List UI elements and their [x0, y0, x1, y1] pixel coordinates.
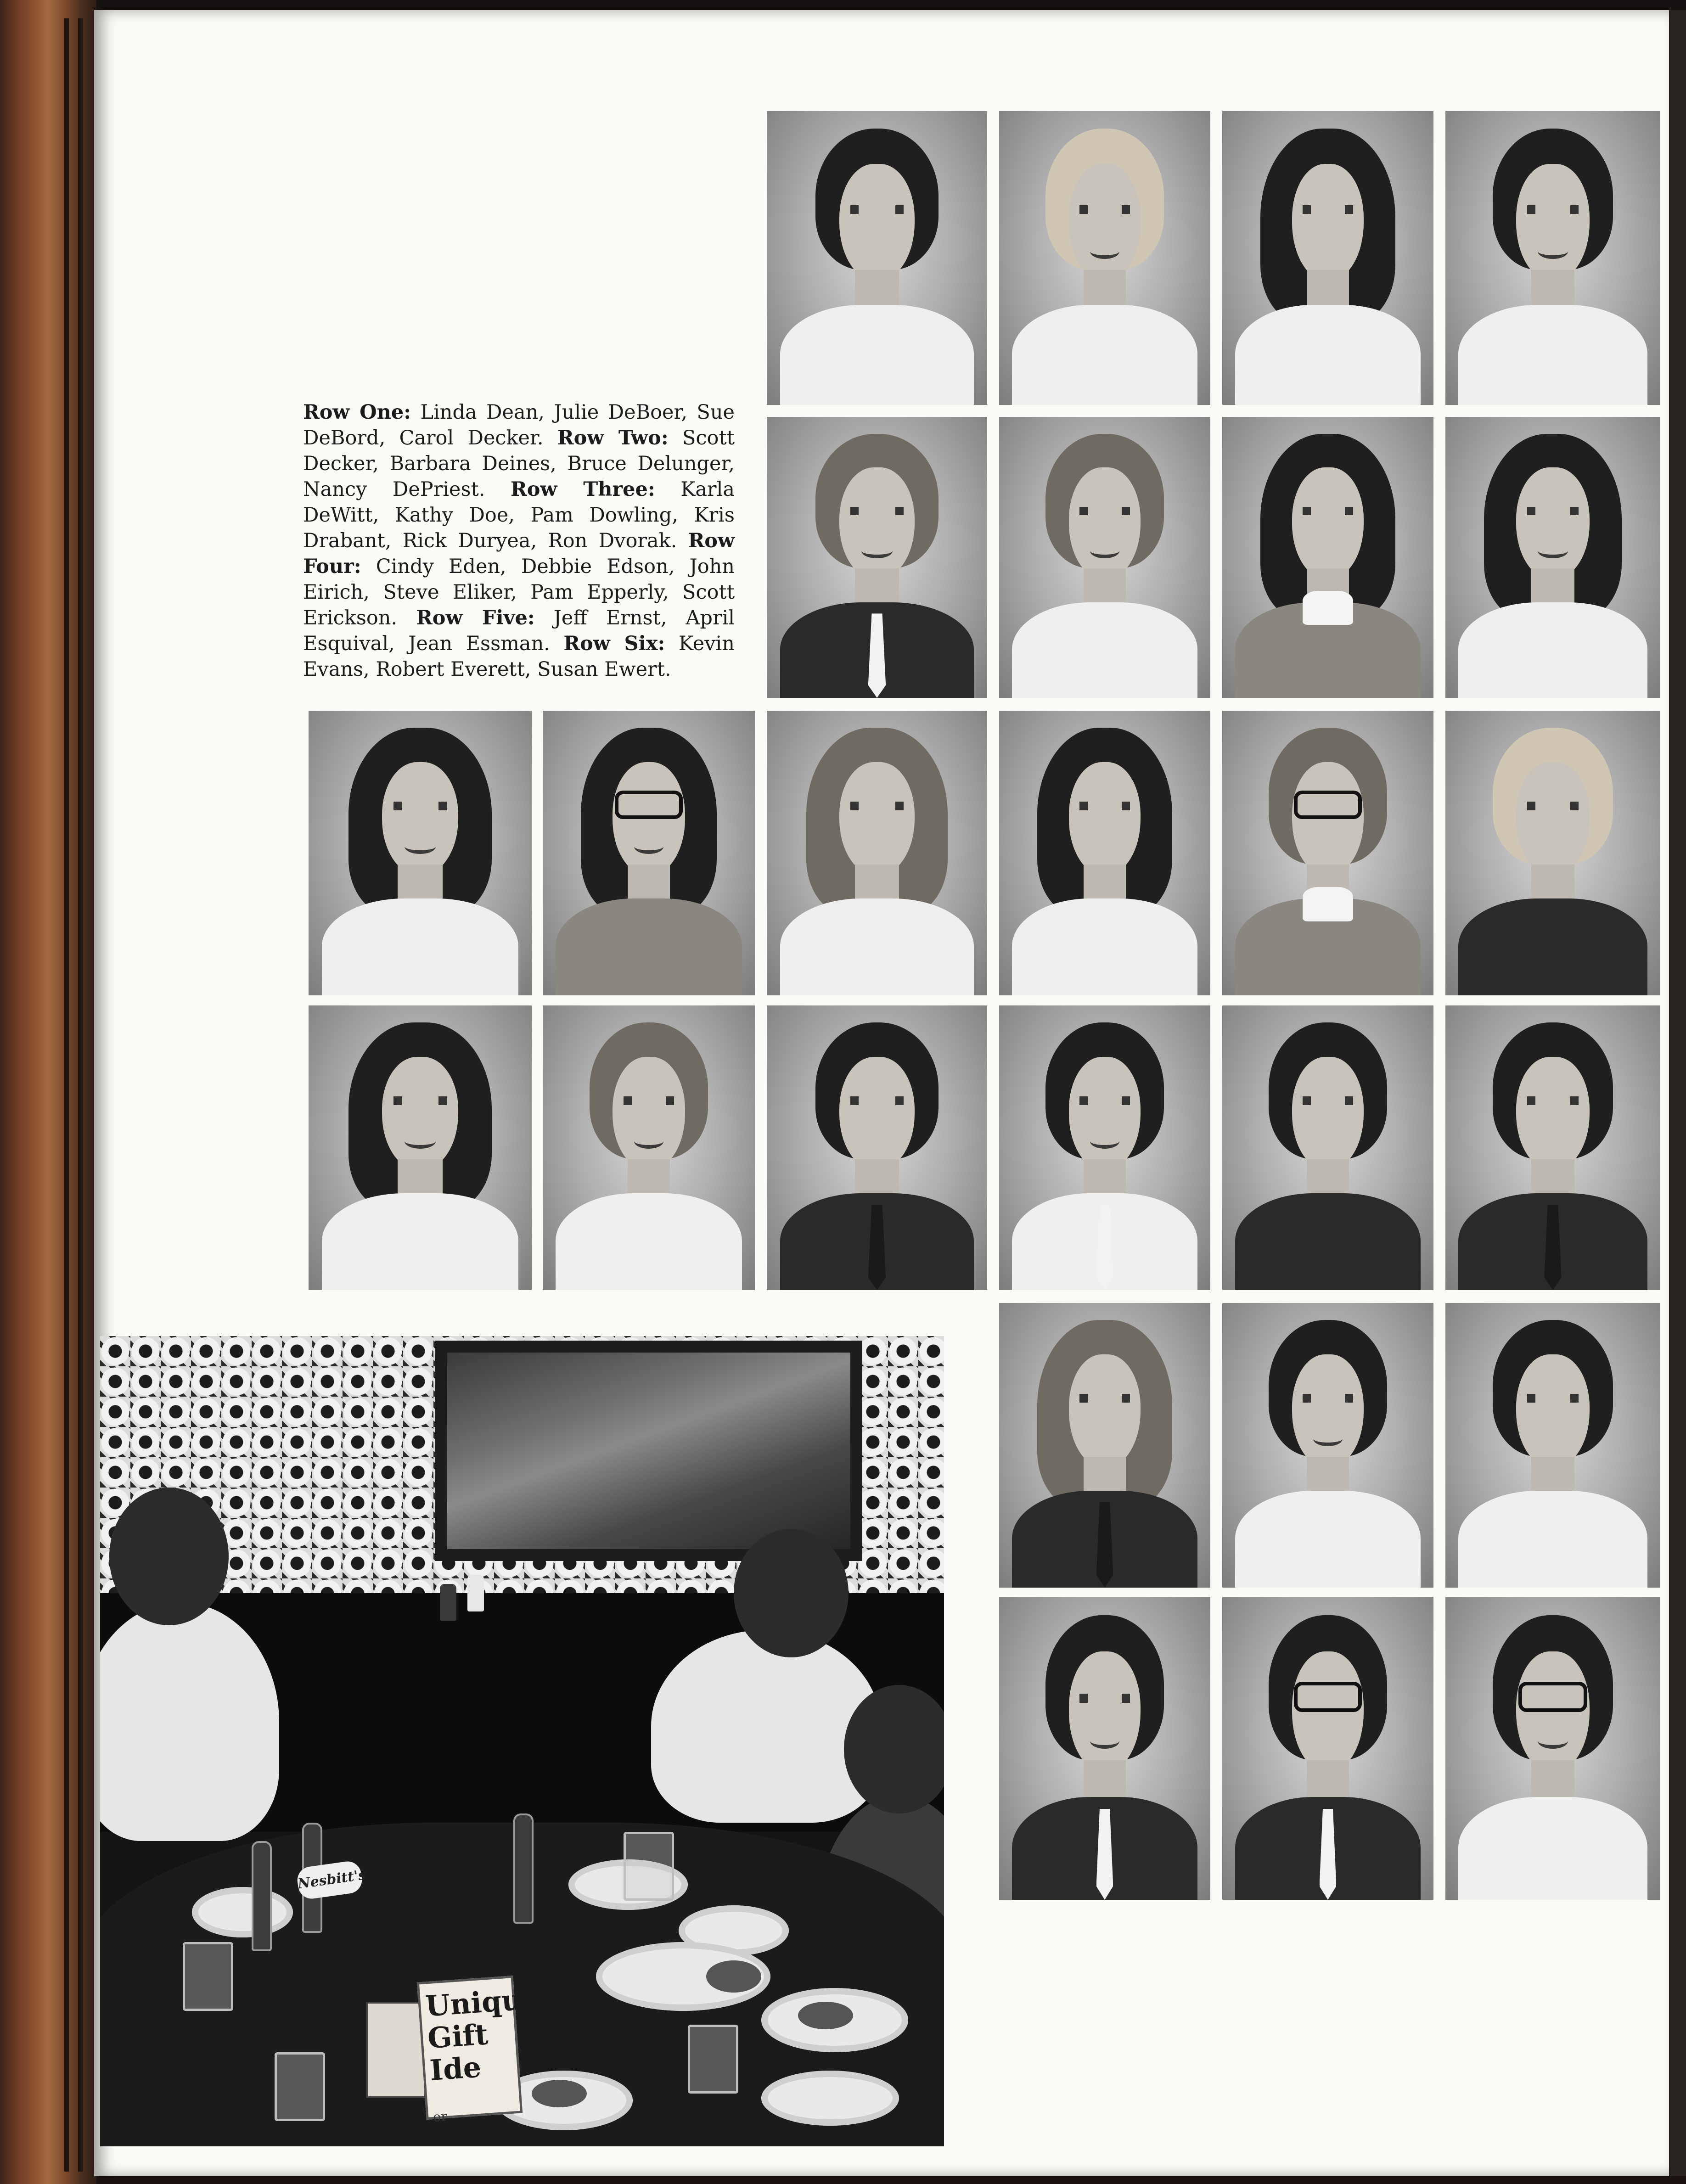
portrait-eyes: [1079, 507, 1130, 515]
food: [706, 1960, 761, 1993]
portrait-jeff-ernst: [999, 1303, 1210, 1588]
portrait-face: [839, 467, 914, 580]
portrait-jean-essman: [1445, 1303, 1660, 1588]
portrait-eyes: [1527, 1096, 1579, 1105]
drinking-glass: [688, 2025, 738, 2094]
portrait-rick-duryea: [1222, 711, 1433, 995]
portrait-body: [1458, 1491, 1647, 1588]
portrait-body: [556, 1193, 742, 1290]
soda-bottle: [513, 1813, 534, 1924]
portrait-eyes: [850, 1096, 903, 1105]
portrait-smile: [861, 543, 892, 558]
portrait-john-eirich: [767, 1005, 987, 1290]
food: [798, 2002, 853, 2029]
caption-row-two-names: Scott Decker, Barbara Deines, Bruce Delunger, Nancy DePriest.: [303, 427, 735, 501]
portrait-smile: [1313, 1431, 1343, 1446]
portrait-face: [1292, 164, 1364, 281]
caption-row-one-names: Linda Dean, Julie DeBoer, Sue DeBord, Carol Decker.: [303, 401, 735, 449]
portrait-face: [1516, 1057, 1589, 1171]
drinking-glass: [275, 2052, 325, 2121]
portrait-karla-dewitt: [309, 711, 532, 995]
portrait-sue-debord: [1222, 111, 1433, 405]
portrait-eyes: [1527, 802, 1579, 810]
portrait-eyes: [850, 205, 903, 214]
portrait-face: [1292, 1057, 1364, 1171]
portrait-pam-epperly: [1222, 1005, 1433, 1290]
portrait-face: [1069, 164, 1141, 281]
portrait-face: [1292, 1651, 1364, 1773]
portrait-smile: [634, 1134, 664, 1149]
portrait-ron-dvorak: [1445, 711, 1660, 995]
portrait-kris-drabant: [999, 711, 1210, 995]
portrait-smile: [634, 839, 664, 854]
binding-stripe: [64, 18, 69, 2172]
diner-left-head: [109, 1488, 229, 1625]
portrait-scott-erickson: [1445, 1005, 1660, 1290]
portrait-scott-decker: [767, 417, 987, 698]
portrait-body: [1235, 1193, 1421, 1290]
drinking-glass: [183, 1942, 233, 2011]
binding-stripe: [78, 18, 83, 2172]
caption-row-five-label: Row Five:: [416, 606, 535, 629]
portrait-glasses: [1518, 1682, 1587, 1712]
portrait-body: [1012, 305, 1198, 405]
portrait-bruce-delunger: [1222, 417, 1433, 698]
caption-row-five-names: Jeff Ernst, April Esquival, Jean Essman.: [303, 606, 735, 655]
portrait-eyes: [1527, 205, 1579, 214]
portrait-face: [1069, 1057, 1141, 1171]
portrait-eyes: [624, 1096, 674, 1105]
portrait-collar: [1303, 591, 1353, 624]
portrait-smile: [1090, 543, 1119, 558]
portrait-face: [839, 164, 914, 281]
caption-text: [303, 399, 735, 682]
caption-row-two-label: Row Two:: [557, 427, 669, 449]
portrait-glasses: [1294, 791, 1361, 819]
portrait-body: [322, 898, 518, 995]
portrait-eyes: [1079, 205, 1130, 214]
diner-center-body: [651, 1630, 881, 1823]
portrait-face: [613, 1057, 685, 1171]
portrait-eyes: [1303, 1096, 1353, 1105]
caption-row-six-label: Row Six:: [563, 632, 665, 655]
portrait-susan-ewert: [1445, 1597, 1660, 1900]
portrait-smile: [405, 839, 436, 854]
portrait-april-esquival: [1222, 1303, 1433, 1588]
portrait-eyes: [393, 802, 447, 810]
portrait-cindy-eden: [309, 1005, 532, 1290]
portrait-face: [1516, 1651, 1589, 1773]
page-right-edge: [1669, 10, 1686, 2176]
portrait-face: [1516, 467, 1589, 580]
portrait-face: [1516, 164, 1589, 281]
portrait-eyes: [1303, 205, 1353, 214]
caption-row-three-names: Karla DeWitt, Kathy Doe, Pam Dowling, Kris Drabant, Rick Duryea, Ron Dvorak.: [303, 478, 735, 552]
caption-row-one-label: Row One:: [303, 401, 411, 424]
table-sign-text: Unique Gift Ide: [424, 1982, 542, 2088]
portrait-face: [1292, 762, 1364, 876]
portrait-carol-decker: [1445, 111, 1660, 405]
portrait-body: [322, 1193, 518, 1290]
portrait-linda-dean: [767, 111, 987, 405]
portrait-face: [1069, 467, 1141, 580]
portrait-face: [1069, 1354, 1141, 1468]
portrait-kevin-evans: [999, 1597, 1210, 1900]
portrait-barbara-deines: [999, 417, 1210, 698]
portrait-body: [556, 898, 742, 995]
portrait-body: [1012, 602, 1198, 698]
milk-carton: [366, 2002, 426, 2098]
portrait-face: [1292, 1354, 1364, 1468]
portrait-smile: [405, 1134, 436, 1149]
portrait-smile: [1090, 1134, 1119, 1149]
portrait-kathy-doe: [543, 711, 755, 995]
portrait-face: [613, 762, 685, 876]
portrait-smile: [1538, 243, 1568, 259]
portrait-face: [1516, 1354, 1589, 1468]
caption-row-three-label: Row Three:: [511, 478, 655, 501]
portrait-eyes: [1303, 1394, 1353, 1403]
portrait-eyes: [1303, 507, 1353, 515]
portrait-pam-dowling: [767, 711, 987, 995]
candid-restaurant-photo: [100, 1336, 944, 2146]
portrait-glasses: [615, 791, 683, 819]
portrait-body: [1235, 1491, 1421, 1588]
portrait-eyes: [1079, 802, 1130, 810]
caption-row-four-label: Row Four:: [303, 529, 735, 578]
table-sign: [417, 1976, 542, 2125]
portrait-face: [839, 1057, 914, 1171]
portrait-eyes: [1079, 1394, 1130, 1403]
portrait-eyes: [393, 1096, 447, 1105]
caption-row-six-names: Kevin Evans, Robert Everett, Susan Ewert.: [303, 632, 735, 681]
portrait-eyes: [850, 507, 903, 515]
soda-bottle: [252, 1841, 272, 1951]
portrait-body: [1458, 602, 1647, 698]
portrait-face: [382, 762, 458, 876]
portrait-eyes: [850, 802, 903, 810]
portrait-eyes: [1079, 1694, 1130, 1703]
portrait-body: [1458, 898, 1647, 995]
portrait-face: [382, 1057, 458, 1171]
portrait-smile: [1538, 543, 1568, 558]
diner-center-head: [734, 1529, 849, 1657]
portrait-julie-deboer: [999, 111, 1210, 405]
portrait-body: [1458, 305, 1647, 405]
table-sign-small-text: or: [433, 2108, 448, 2125]
plate: [761, 2071, 899, 2126]
drinking-glass: [624, 1832, 674, 1901]
wall-painting: [435, 1341, 862, 1561]
portrait-face: [1516, 762, 1589, 876]
portrait-collar: [1303, 887, 1353, 921]
portrait-body: [1235, 305, 1421, 405]
portrait-body: [780, 305, 974, 405]
portrait-robert-everett: [1222, 1597, 1433, 1900]
bottle-label: Nesbitt's: [296, 1860, 364, 1901]
salt-shaker: [440, 1584, 456, 1621]
portrait-eyes: [1527, 507, 1579, 515]
portrait-body: [780, 898, 974, 995]
portrait-smile: [1090, 243, 1119, 259]
pepper-shaker: [467, 1575, 484, 1611]
portrait-face: [1069, 1651, 1141, 1773]
portrait-eyes: [1079, 1096, 1130, 1105]
caption-row-four-names: Cindy Eden, Debbie Edson, John Eirich, Steve Eliker, Pam Epperly, Scott Erickson.: [303, 555, 735, 629]
portrait-nancy-depriest: [1445, 417, 1660, 698]
portrait-face: [1292, 467, 1364, 580]
portrait-steve-eliker: [999, 1005, 1210, 1290]
plate: [192, 1887, 293, 1937]
portrait-eyes: [1527, 1394, 1579, 1403]
portrait-body: [1458, 1797, 1647, 1900]
portrait-face: [839, 762, 914, 876]
food: [532, 2080, 587, 2107]
portrait-debbie-edson: [543, 1005, 755, 1290]
portrait-glasses: [1294, 1682, 1361, 1712]
portrait-face: [1069, 762, 1141, 876]
book-binding: [0, 0, 96, 2184]
portrait-body: [1012, 898, 1198, 995]
